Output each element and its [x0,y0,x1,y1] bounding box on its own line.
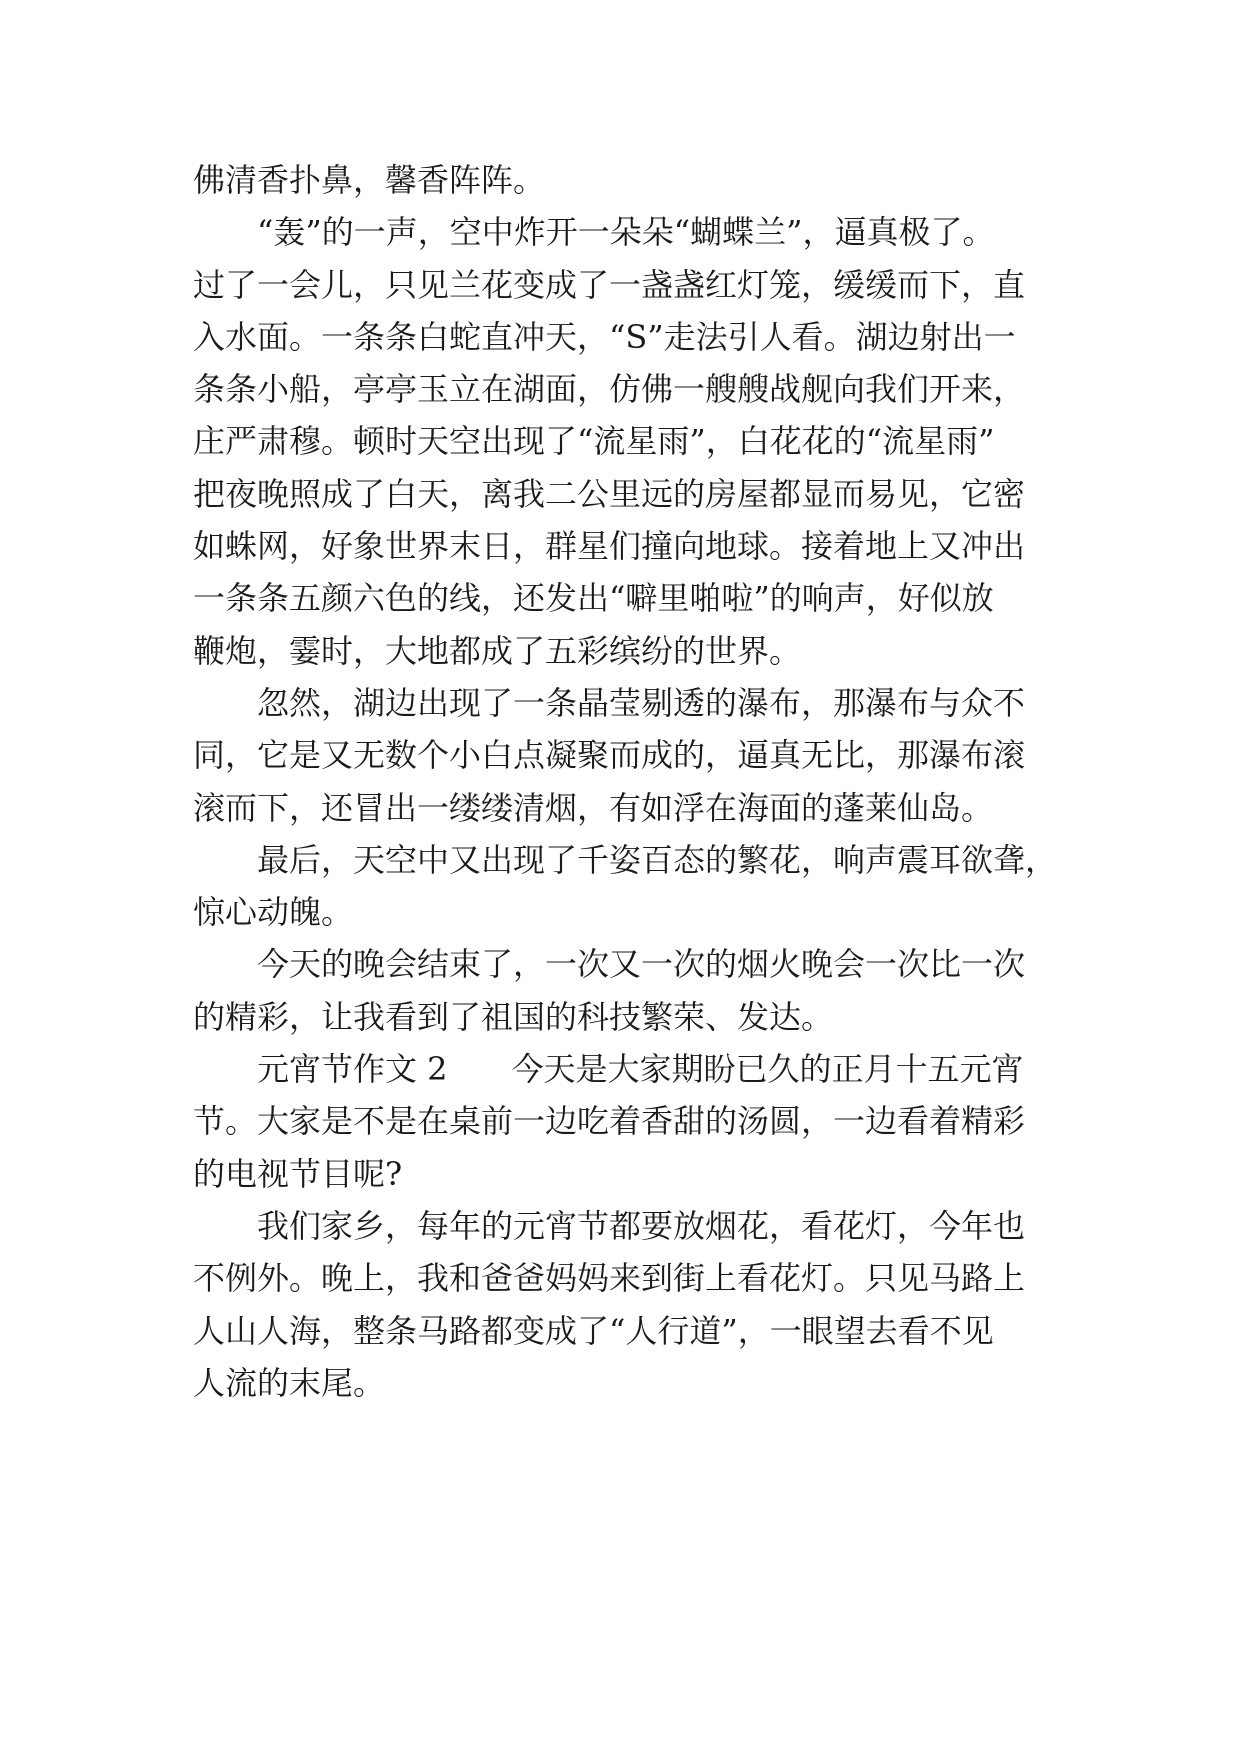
text-line: 一条条五颜六色的线，还发出“噼里啪啦”的响声，好似放 [193,579,994,618]
text-line: 不例外。晚上，我和爸爸妈妈来到街上看花灯。只见马路上 [193,1259,1026,1298]
text-line: 今天的晚会结束了，一次又一次的烟火晚会一次比一次 [257,945,1026,984]
text-line: 人流的末尾。 [193,1363,386,1402]
text-line: 忽然，湖边出现了一条晶莹剔透的瀑布，那瀑布与众不 [257,683,1026,722]
text-line: 佛清香扑鼻，馨香阵阵。 [193,161,546,199]
text-line: 过了一会儿，只见兰花变成了一盏盏红灯笼，缓缓而下，直 [193,265,1026,304]
text-line: 把夜晚照成了白天，离我二公里远的房屋都显而易见，它密 [193,474,1026,513]
text-line: 条条小船，亭亭玉立在湖面，仿佛一艘艘战舰向我们开来， [193,370,1026,409]
text-line: 我们家乡，每年的元宵节都要放烟花，看花灯，今年也 [257,1206,1026,1245]
text-line: 同，它是又无数个小白点凝聚而成的，逼真无比，那瀑布滚 [193,736,1026,775]
text-line: 滚而下，还冒出一缕缕清烟，有如浮在海面的蓬莱仙岛。 [193,788,994,827]
text-line: 人山人海，整条马路都变成了“人行道”，一眼望去看不见 [193,1311,994,1350]
text-line: 的精彩，让我看到了祖国的科技繁荣、发达。 [193,997,834,1036]
text-line: 惊心动魄。 [193,893,354,932]
text-line: 鞭炮，霎时，大地都成了五彩缤纷的世界。 [193,631,802,670]
text-line: 的电视节目呢? [193,1154,403,1193]
essay-body [193,154,1063,1409]
text-line: 如蛛网，好象世界末日，群星们撞向地球。接着地上又冲出 [193,527,1026,566]
text-line: 元宵节作文 2 今天是大家期盼已久的正月十五元宵 [257,1050,1024,1089]
text-line: “轰”的一声，空中炸开一朵朵“蝴蝶兰”，逼真极了。 [257,213,995,252]
text-line: 庄严肃穆。顿时天空出现了“流星雨”，白花花的“流星雨” [193,422,995,461]
text-line: 节。大家是不是在桌前一边吃着香甜的汤圆，一边看着精彩 [193,1102,1026,1141]
text-line: 最后，天空中又出现了千姿百态的繁花，响声震耳欲聋， [257,840,1058,879]
text-line: 入水面。一条条白蛇直冲天，“S”走法引人看。湖边射出一 [193,317,1016,356]
